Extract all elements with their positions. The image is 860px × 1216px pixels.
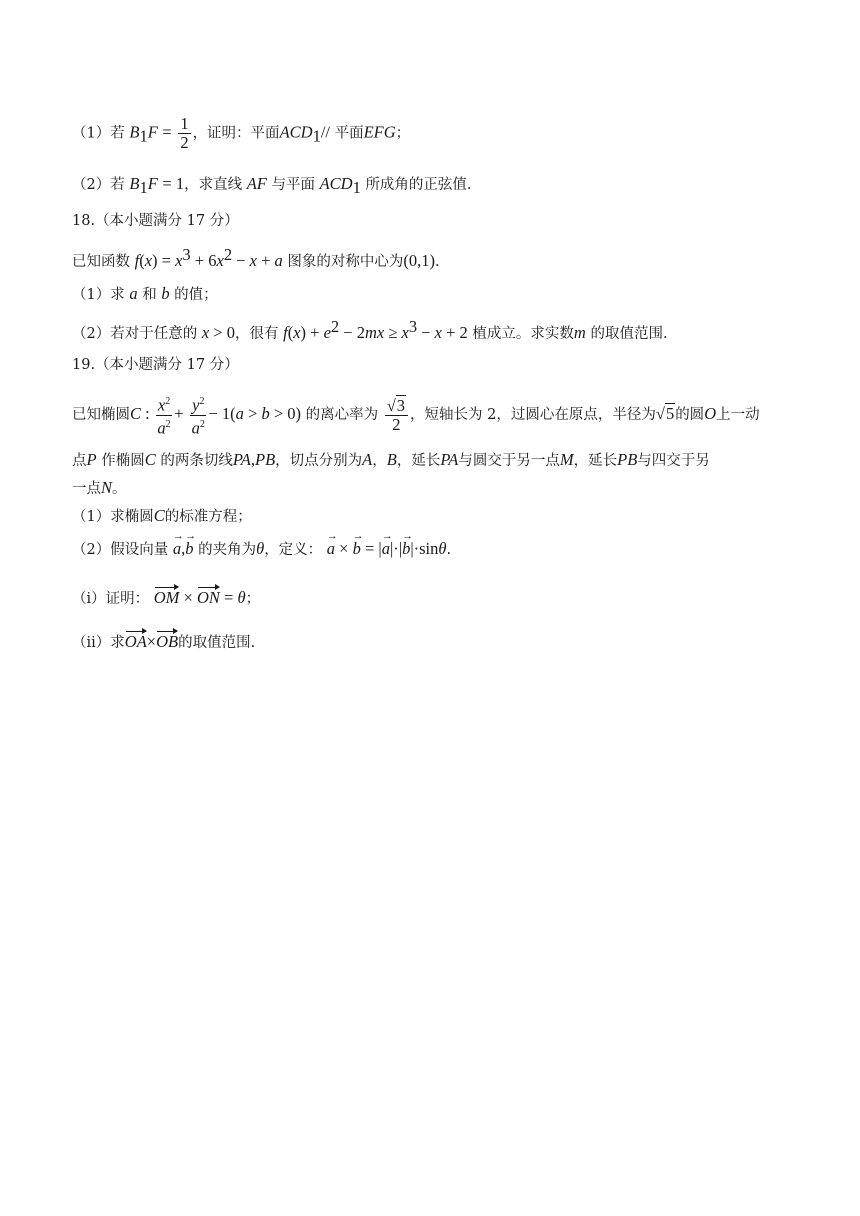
q18-part1: （1）求 a 和 b 的值； xyxy=(72,284,218,303)
q19-stem-line2: 点P 作椭圆C 的两条切线PA,PB，切点分别为A，B，延长PA与圆交于另一点M，延长PB与四交于另 xyxy=(72,450,710,469)
q18-stem: 已知函数 $f(x) = x^3 + 6x^2 - x + a$ 图象的对称中心为(0,1). xyxy=(72,245,440,270)
q19-part2: （2）假设向量 → a,→ b 的夹角为θ，定义： → a × → b = |→ a|·|→ b|·sinθ. xyxy=(72,539,451,560)
q18-part2: （2）若对于任意的 x > 0，很有 $f(x) + e^2 - 2mx \ge x^3 - x + 2$ 植成立。求实数m 的取值范围. xyxy=(72,317,668,342)
q18-header: 18.（本小题满分 17 分） xyxy=(72,213,239,229)
q19-sub2: （ⅱ）求OA×OB的取值范围. xyxy=(72,632,256,651)
text: （1）若 xyxy=(72,125,125,142)
q19-stem-line3: 一点N。 xyxy=(72,478,127,497)
q17-part2: （2）若 $B_1F = 1$，求直线 AF 与平面 $ACD_1$ 所成角的正弦值. xyxy=(72,174,472,197)
q19-part1: （1）求椭圆C的标准方程； xyxy=(72,506,252,525)
q19-header: 19.（本小题满分 17 分） xyxy=(72,357,239,373)
q19-sub1: （ⅰ）证明： OM × ON = θ； xyxy=(72,588,261,607)
q17-part1: （1）若 $B_1F$ = $\frac{1}{2}$ ，证明：平面$ACD_1//$ 平面EFG； xyxy=(72,114,411,152)
q19-stem: 已知椭圆C : $\frac{x^2}{a^2}$ + $\frac{y^2}{a^2}$ − 1(a > b > 0) 的离心率为 $\frac{√3}{2}$ ，短轴长为 2，过圆心在原点，半径为√5的圆O上一动 xyxy=(72,393,760,437)
fraction: $\frac{1}{2}$ xyxy=(180,114,189,152)
